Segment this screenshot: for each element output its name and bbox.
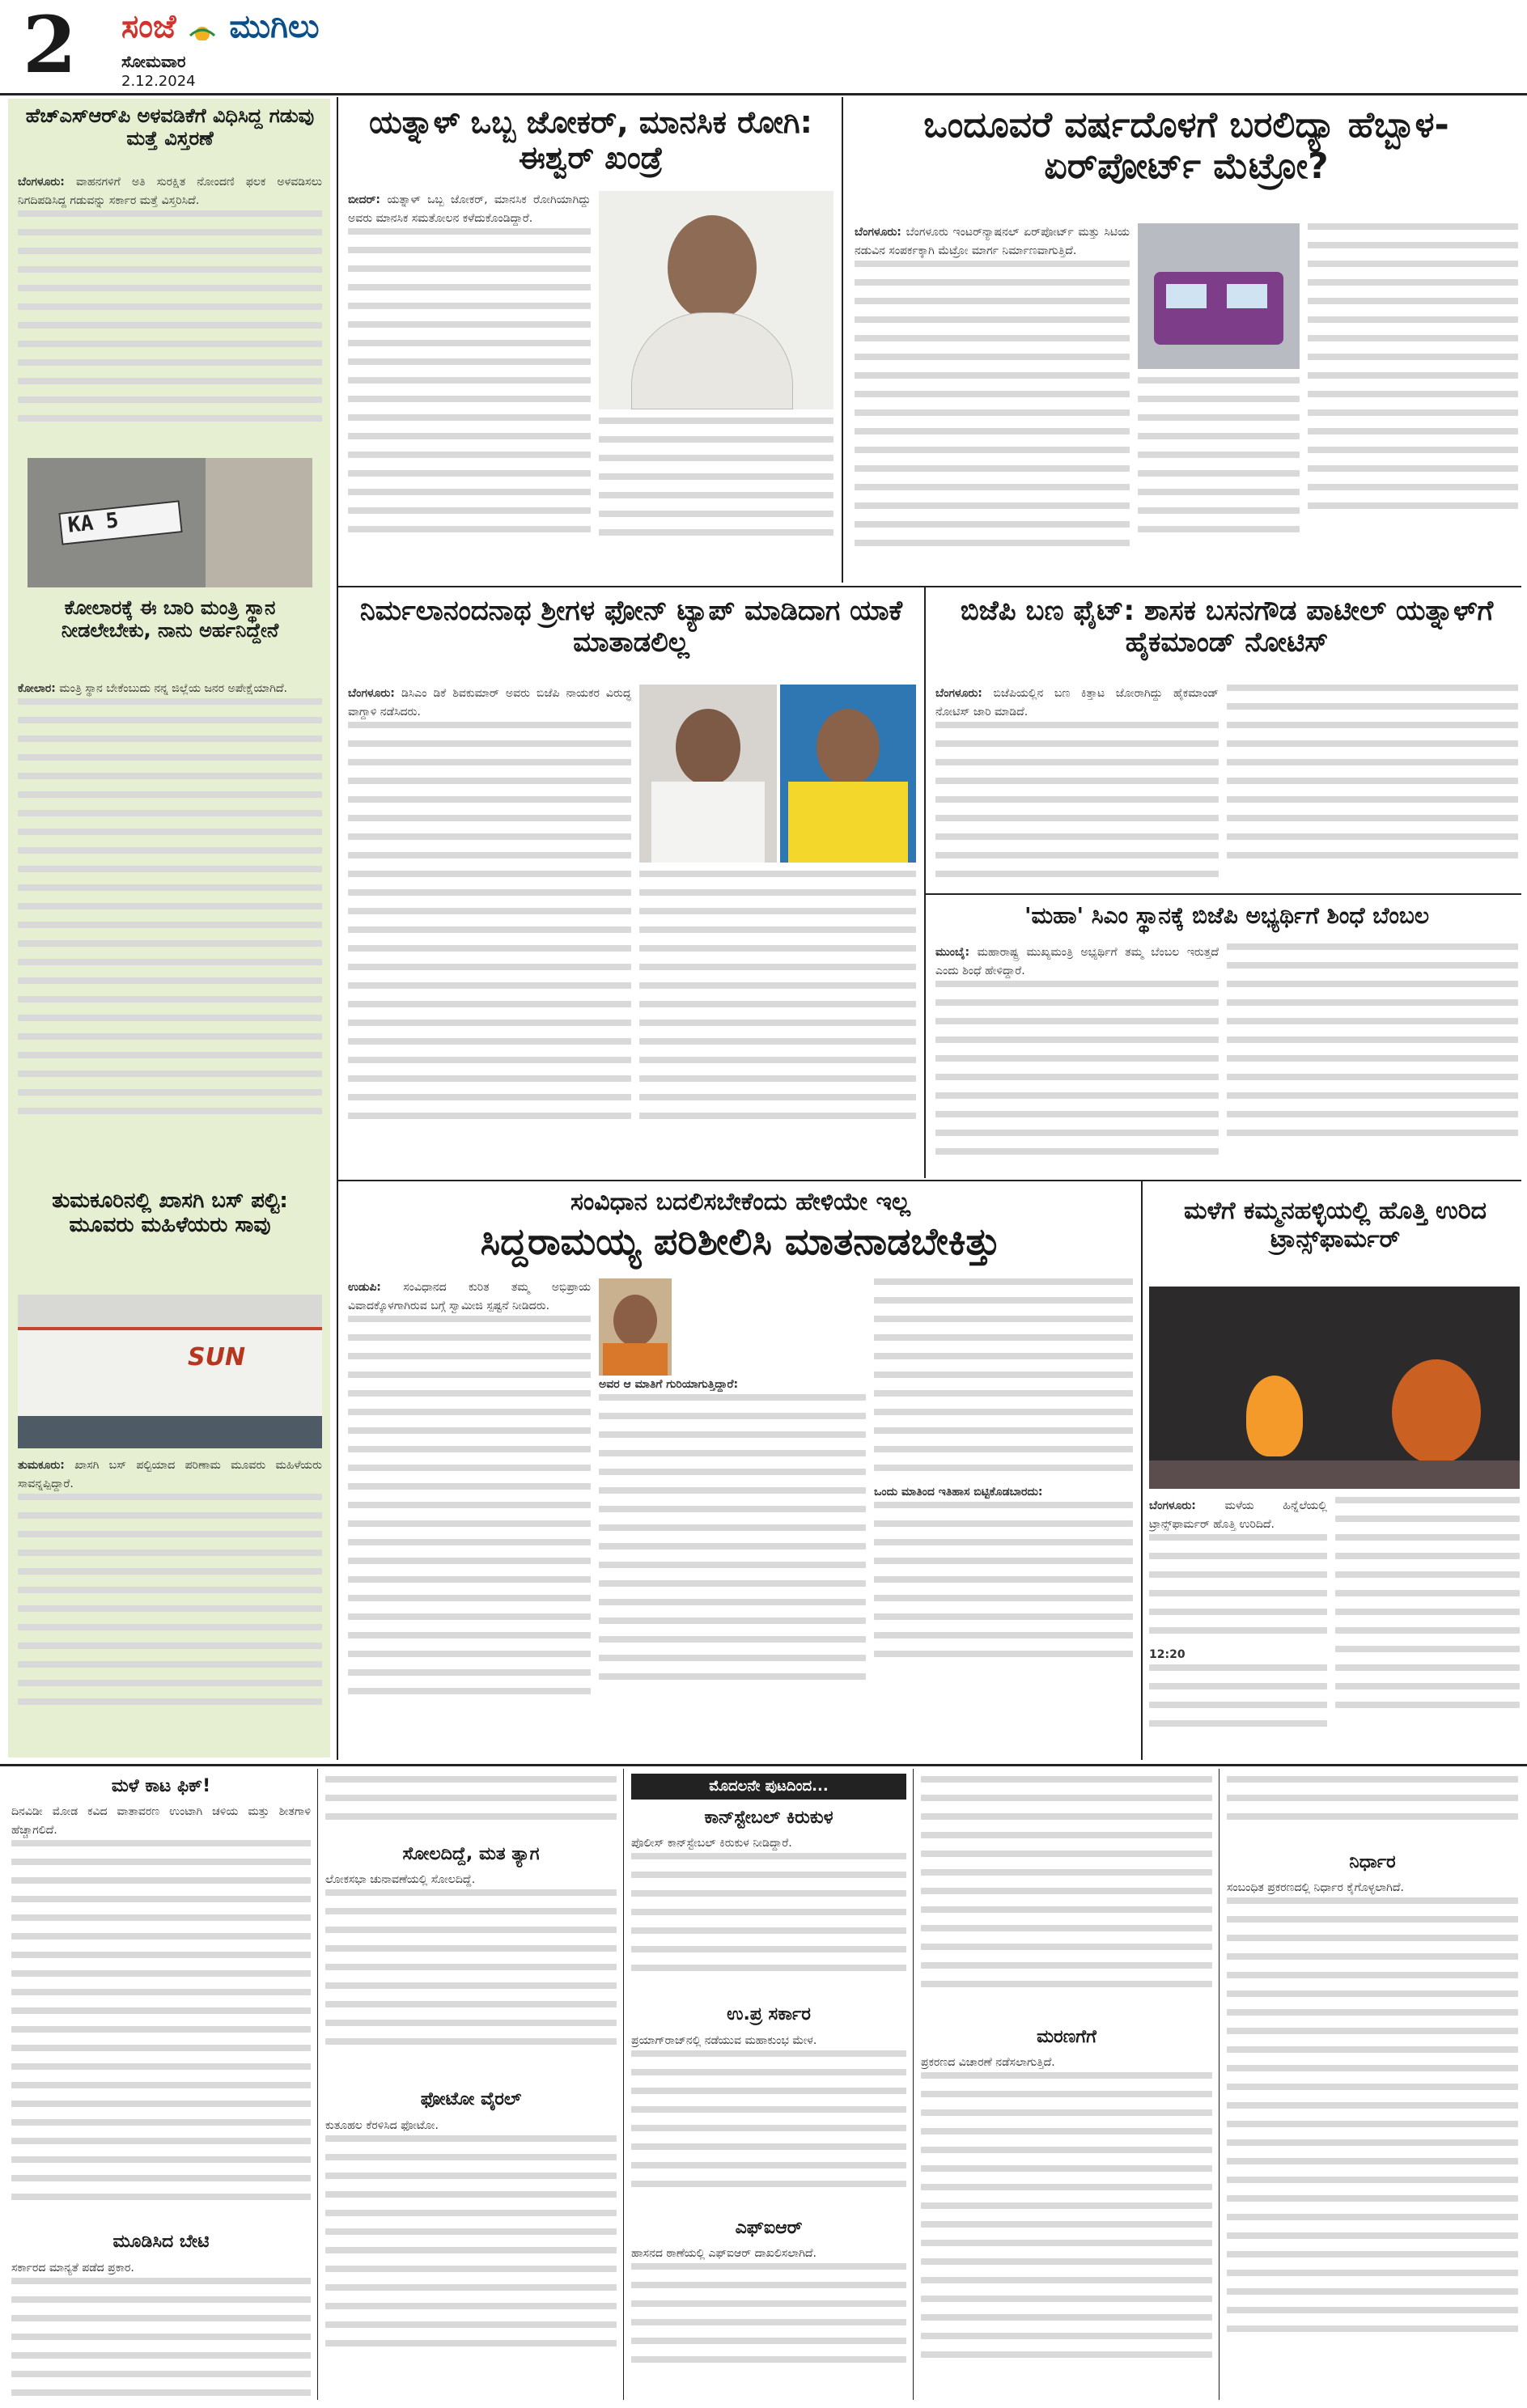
dateline-maha-cm: ಮುಂಬೈ: <box>935 946 970 959</box>
story-transformer-cont <box>1335 1497 1520 1756</box>
lead-hsrp: ವಾಹನಗಳಿಗೆ ಅತಿ ಸುರಕ್ಷಿತ ನೋಂದಣಿ ಫಲಕ ಅಳವಡಿಸಲು ನಿಗದಿಪಡಿಸಿದ್ದ ಗಡುವನ್ನು ಸರ್ಕಾರ ಮತ್ತೆ ವಿಸ್ತರಿಸಿದೆ. <box>18 176 322 207</box>
cont-text-rain: ದಿನವಿಡೀ ಮೋಡ ಕವಿದ ವಾತಾವರಣ ಉಂಟಾಗಿ ಚಳಿಯ ಮತ್ತು ಶೀತಗಾಳಿ ಹೆಚ್ಚಾಗಲಿದೆ. <box>11 1805 311 1838</box>
lead-nirmalanandanatha: ಡಿಸಿಎಂ ಡಿಕೆ ಶಿವಕುಮಾರ್ ಅವರು ಬಿಜೆಪಿ ನಾಯಕರ ವಿರುದ್ಧ ವಾಗ್ದಾಳಿ ನಡೆಸಿದರು. <box>348 687 631 719</box>
cont-title-nirdhara: ನಿರ್ಧಾರ <box>1349 1852 1396 1872</box>
lead-maha-cm: ಮಹಾರಾಷ್ಟ್ರ ಮುಖ್ಯಮಂತ್ರಿ ಅಭ್ಯರ್ಥಿಗೆ ತಮ್ಮ ಬೆಂಬಲ ಇರುತ್ತದೆ ಎಂದು ಶಿಂಧೆ ಹೇಳಿದ್ದಾರೆ. <box>935 946 1219 977</box>
story-tumakuru <box>18 1456 322 1740</box>
lead-bjp-fight: ಬಿಜೆಪಿಯಲ್ಲಿನ ಬಣ ಕಿತ್ತಾಟ ಜೋರಾಗಿದ್ದು ಹೈಕಮಾಂಡ್ ನೋಟಿಸ್ ಜಾರಿ ಮಾಡಿದೆ. <box>935 687 1219 719</box>
lead-kolar: ಮಂತ್ರಿ ಸ್ಥಾನ ಬೇಕೆಂಬುದು ನನ್ನ ಜಿಲ್ಲೆಯ ಜನರ ಅಪೇಕ್ಷೆಯಾಗಿದೆ. <box>59 682 287 695</box>
issue-day: ಸೋಮವಾರ <box>121 52 186 71</box>
dateline-nirmalanandanatha: ಬೆಂಗಳೂರು: <box>348 687 395 700</box>
page-number: 2 <box>23 0 77 91</box>
headline-hsrp: ಹೆಚ್‌ಎಸ್‌ಆರ್‌ಪಿ ಅಳವಡಿಕೆಗೆ ವಿಧಿಸಿದ್ದ ಗಡುವು ಮತ್ತೆ ವಿಸ್ತರಣೆ <box>25 104 315 150</box>
cont-text-sola: ಲೋಕಸಭಾ ಚುನಾವಣೆಯಲ್ಲಿ ಸೋಲದಿದ್ದೆ. <box>325 1873 476 1887</box>
headline-bjp-fight: ಬಿಜೆಪಿ ಬಣ ಫೈಟ್: ಶಾಸಕ ಬಸನಗೌಡ ಪಾಟೀಲ್ ಯತ್ನಾಳ್‌ಗೆ ಹೈಕಮಾಂಡ್ ನೋಟಿಸ್ <box>960 595 1494 659</box>
continued-col5 <box>1227 1776 1518 2399</box>
dateline-tumakuru: ತುಮಕೂರು: <box>18 1459 65 1472</box>
story-maha-cm <box>935 943 1219 1170</box>
newspaper-logo <box>121 8 320 45</box>
dateline-samvidhana: ಉಡುಪಿ: <box>348 1281 381 1294</box>
story-nirmalanandanatha <box>348 685 631 1170</box>
story-samvidhana <box>348 1278 591 1756</box>
story-nirmalanandanatha-cont <box>639 871 916 1170</box>
logo-text-left: ಸಂಜೆ <box>121 8 176 45</box>
story-samvidhana-c <box>874 1278 1133 1756</box>
lead-metro: ಬೆಂಗಳೂರು ಇಂಟರ್‌ನ್ಯಾಷನಲ್ ಏರ್‌ಪೋರ್ಟ್ ಮತ್ತು ಸಿಟಿಯ ನಡುವಿನ ಸಂಪರ್ಕಕ್ಕಾಗಿ ಮೆಟ್ರೋ ಮಾರ್ಗ ನಿರ್ಮಾಣವಾಗುತ್ತಿದೆ. <box>855 226 1130 257</box>
dateline-kolar: ಕೋಲಾರ: <box>18 682 56 695</box>
lead-transformer: ಮಳೆಯ ಹಿನ್ನೆಲೆಯಲ್ಲಿ ಟ್ರಾನ್ಸ್‌ಫಾರ್ಮರ್ ಹೊತ್ತಿ ಉರಿದಿದೆ. <box>1149 1499 1327 1531</box>
continued-col2 <box>325 1776 617 2399</box>
headline-maha-cm: 'ಮಹಾ' ಸಿಎಂ ಸ್ಥಾನಕ್ಕೆ ಬಿಜೆಪಿ ಅಭ್ಯರ್ಥಿಗೆ ಶಿಂಧೆ ಬೆಂಬಲ <box>1024 902 1430 929</box>
cont-text-nirdhara: ಸಂಬಂಧಿತ ಪ್ರಕರಣದಲ್ಲಿ ನಿರ್ಧಾರ ಕೈಗೊಳ್ಳಲಾಗಿದೆ. <box>1227 1881 1404 1895</box>
bus-accident-photo <box>18 1295 322 1448</box>
dateline-hsrp: ಬೆಂಗಳೂರು: <box>18 176 65 189</box>
kicker-samvidhana: ಸಂವಿಧಾನ ಬದಲಿಸಬೇಕೆಂದು ಹೇಳಿಯೇ ಇಲ್ಲ <box>571 1188 910 1216</box>
continued-col4 <box>921 1776 1212 2399</box>
cont-title-fir: ಎಫ್‌ಐಆರ್ <box>735 2217 803 2238</box>
cont-title-up: ಉ.ಪ್ರ ಸರ್ಕಾರ <box>727 2004 811 2025</box>
dk-shivakumar-photo <box>639 685 777 863</box>
cont-text-bheti: ಸರ್ಕಾರದ ಮಾನ್ಯತೆ ಪಡೆದ ಪ್ರಕಾರ. <box>11 2261 134 2274</box>
number-plate-photo <box>28 458 312 587</box>
headline-nirmalanandanatha: ನಿರ್ಮಲಾನಂದನಾಥ ಶ್ರೀಗಳ ಫೋನ್ ಟ್ಯಾಪ್ ಮಾಡಿದಾಗ ಯಾಕೆ ಮಾತಾಡಲಿಲ್ಲ <box>359 595 903 659</box>
headline-samvidhana: ಸಿದ್ದರಾಮಯ್ಯ ಪರಿಶೀಲಿಸಿ ಮಾತನಾಡಬೇಕಿತ್ತು <box>480 1219 1001 1263</box>
metro-train-photo <box>1138 223 1300 369</box>
story-samvidhana-b <box>599 1278 866 1756</box>
story-metro-cont-a <box>1138 377 1300 579</box>
story-maha-cm-cont <box>1227 943 1518 1170</box>
lead-yatnal-khandre: ಯತ್ನಾಳ್ ಒಬ್ಬ ಜೋಕರ್, ಮಾನಸಿಕ ರೋಗಿಯಾಗಿದ್ದು ಅವರು ಮಾನಸಿಕ ಸಮತೋಲನ ಕಳೆದುಕೊಂಡಿದ್ದಾರೆ. <box>348 193 591 225</box>
ishwar-khandre-photo <box>599 191 833 409</box>
cont-title-photo: ಫೋಟೋ ವೈರಲ್ <box>420 2089 522 2110</box>
subhead-samvidhana: ಅವರ ಆ ಮಾತಿಗೆ ಗುರಿಯಾಗುತ್ತಿದ್ದಾರೆ: <box>599 1378 739 1391</box>
cont-text-fir: ಹಾಸನದ ಠಾಣೆಯಲ್ಲಿ ಎಫ್‌ಐಆರ್ ದಾಖಲಿಸಲಾಗಿದೆ. <box>631 2246 817 2260</box>
lead-tumakuru: ಖಾಸಗಿ ಬಸ್ ಪಲ್ಟಿಯಾದ ಪರಿಣಾಮ ಮೂವರು ಮಹಿಳೆಯರು ಸಾವನ್ನಪ್ಪಿದ್ದಾರೆ. <box>18 1459 322 1490</box>
bus-sign: SUN <box>188 1343 246 1371</box>
continued-banner: ಮೊದಲನೇ ಪುಟದಿಂದ... <box>631 1774 906 1800</box>
masthead <box>0 0 1527 95</box>
cont-title-constable: ಕಾನ್‌ಸ್ಟೇಬಲ್ ಕಿರುಕುಳ <box>704 1808 833 1828</box>
story-bjp-fight <box>935 685 1219 895</box>
cont-text-up: ಪ್ರಯಾಗ್‌ರಾಜ್‌ನಲ್ಲಿ ನಡೆಯುವ ಮಹಾಕುಂಭ ಮೇಳ. <box>631 2033 817 2047</box>
dateline-yatnal-khandre: ಬೀದರ್: <box>348 193 381 206</box>
ashok-photo <box>780 685 916 863</box>
continued-col3 <box>631 1808 906 2398</box>
sun-logo-icon <box>187 16 218 40</box>
lead-samvidhana: ಸಂವಿಧಾನದ ಕುರಿತ ತಮ್ಮ ಅಭಿಪ್ರಾಯ ವಿವಾದಕ್ಕೊಳಗಾಗಿರುವ ಬಗ್ಗೆ ಸ್ವಾಮೀಜಿ ಸ್ಪಷ್ಟನೆ ನೀಡಿದರು. <box>348 1281 591 1312</box>
headline-kolar: ಕೋಲಾರಕ್ಕೆ ಈ ಬಾರಿ ಮಂತ್ರಿ ಸ್ಥಾನ ನೀಡಲೇಬೇಕು, ನಾನು ಅರ್ಹನಿದ್ದೇನೆ <box>61 596 279 642</box>
cont-title-rain: ಮಳೆ ಕಾಟ ಫಿಕ್! <box>111 1776 211 1796</box>
cont-text-constable: ಪೊಲೀಸ್ ಕಾನ್‌ಸ್ಟೇಬಲ್ ಕಿರುಕುಳ ನೀಡಿದ್ದಾರೆ. <box>631 1837 792 1851</box>
issue-date: 2.12.2024 <box>121 73 196 90</box>
story-transformer <box>1149 1497 1327 1756</box>
transformer-time: 12:20 <box>1149 1648 1186 1661</box>
headline-metro: ಒಂದೂವರೆ ವರ್ಷದೊಳಗೆ ಬರಲಿದ್ಯಾ ಹೆಬ್ಬಾಳ-ಏರ್‌ಪೋರ್ಟ್ ಮೆಟ್ರೋ? <box>923 104 1449 187</box>
cont-title-sola: ಸೋಲದಿದ್ದೆ, ಮತ ತ್ಯಾಗ <box>402 1844 540 1864</box>
dateline-bjp-fight: ಬೆಂಗಳೂರು: <box>935 687 982 700</box>
transformer-fire-photo <box>1149 1287 1520 1489</box>
continued-col1 <box>11 1776 311 2399</box>
story-metro-cont-b <box>1308 223 1518 579</box>
story-bjp-fight-cont <box>1227 685 1518 895</box>
headline-transformer: ಮಳೆಗೆ ಕಮ್ಮನಹಳ್ಳಿಯಲ್ಲಿ ಹೊತ್ತಿ ಉರಿದ ಟ್ರಾನ್ಸ್‌ಫಾರ್ಮರ್ <box>1184 1197 1487 1253</box>
dateline-metro: ಬೆಂಗಳೂರು: <box>855 226 901 239</box>
headline-yatnal-khandre: ಯತ್ನಾಳ್ ಒಬ್ಬ ಜೋಕರ್, ಮಾನಸಿಕ ರೋಗಿ: ಈಶ್ವರ್ ಖಂಡ್ರೆ <box>369 104 812 176</box>
number-plate: KA 5 <box>58 500 182 545</box>
story-hsrp <box>18 173 322 456</box>
cont-title-marana: ಮರಣಗೆಗೆ <box>1037 2027 1096 2047</box>
story-kolar <box>18 680 322 1176</box>
cont-text-photo: ಕುತೂಹಲ ಕೆರಳಿಸಿದ ಫೋಟೋ. <box>325 2118 439 2132</box>
cont-title-bheti: ಮೂಡಿಸಿದ ಬೇಟಿ <box>112 2232 210 2253</box>
cont-text-marana: ಪ್ರಕರಣದ ವಿಚಾರಣೆ ನಡೆಸಲಾಗುತ್ತಿದೆ. <box>921 2056 1055 2070</box>
story-metro <box>855 223 1130 579</box>
story-yatnal-khandre <box>348 191 591 563</box>
headline-tumakuru: ತುಮಕೂರಿನಲ್ಲಿ ಖಾಸಗಿ ಬಸ್ ಪಲ್ಟಿ: ಮೂವರು ಮಹಿಳೆಯರು ಸಾವು <box>52 1189 288 1237</box>
dateline-transformer: ಬೆಂಗಳೂರು: <box>1149 1499 1196 1512</box>
logo-text-right: ಮುಗಿಲು <box>229 8 320 45</box>
story-yatnal-khandre-cont <box>599 418 833 563</box>
subhead2-samvidhana: ಒಂದು ಮಾತಿಂದ ಇತಿಹಾಸ ಬಿಟ್ಟಿಕೊಡಬಾರದು: <box>874 1486 1043 1499</box>
